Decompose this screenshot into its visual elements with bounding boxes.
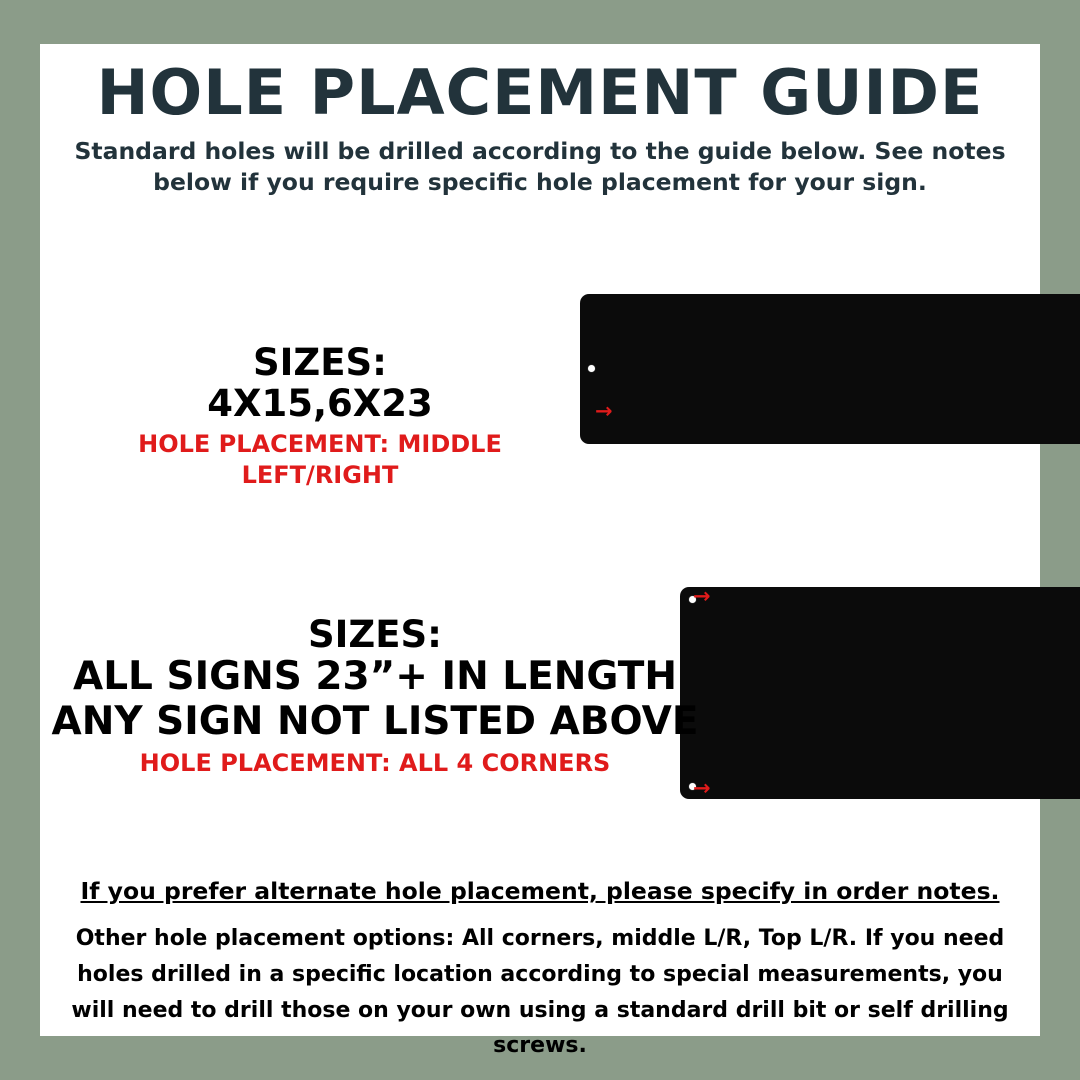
- page-title: HOLE PLACEMENT GUIDE: [96, 56, 984, 129]
- section1-sizes-label: SIZES:: [253, 341, 387, 384]
- hole-middle-left: [588, 365, 595, 372]
- section2-sizes-label: SIZES:: [308, 613, 442, 656]
- sign-plate-corner-holes: [680, 584, 1080, 799]
- section1-placement-note: HOLE PLACEMENT: MIDDLE LEFT/RIGHT: [138, 429, 502, 490]
- page-subtitle: Standard holes will be drilled according to the guide below. See notes below if you require specific hole placement for your sign.: [74, 137, 1006, 196]
- arrow-top-left-icon: →: [693, 584, 711, 608]
- footer-notes: [56, 874, 1024, 1064]
- section2-sizes-line2: ANY SIGN NOT LISTED ABOVE: [51, 698, 699, 744]
- section2-placement-note: HOLE PLACEMENT: ALL 4 CORNERS: [139, 748, 611, 777]
- arrow-middle-left-icon: →: [595, 399, 613, 423]
- arrow-bottom-left-icon: →: [693, 776, 711, 800]
- guide-card: [40, 44, 1040, 1059]
- sign-plate-middle-holes: [580, 294, 1080, 444]
- section-middle-holes-text: [60, 342, 580, 491]
- footer-note-heading: If you prefer alternate hole placement, please specify in order notes.: [80, 877, 1000, 905]
- section-corner-holes-text: [40, 614, 710, 779]
- section2-sizes-line1: ALL SIGNS 23”+ IN LENGTH: [73, 654, 677, 700]
- section1-sizes-values: 4X15,6X23: [207, 382, 433, 426]
- footer-note-body: Other hole placement options: All corners, middle L/R, Top L/R. If you need holes drilled in a specific location according to special measurements, you will need to drill those on your own using a standard drill bit or self drilling screws.: [71, 926, 1009, 1059]
